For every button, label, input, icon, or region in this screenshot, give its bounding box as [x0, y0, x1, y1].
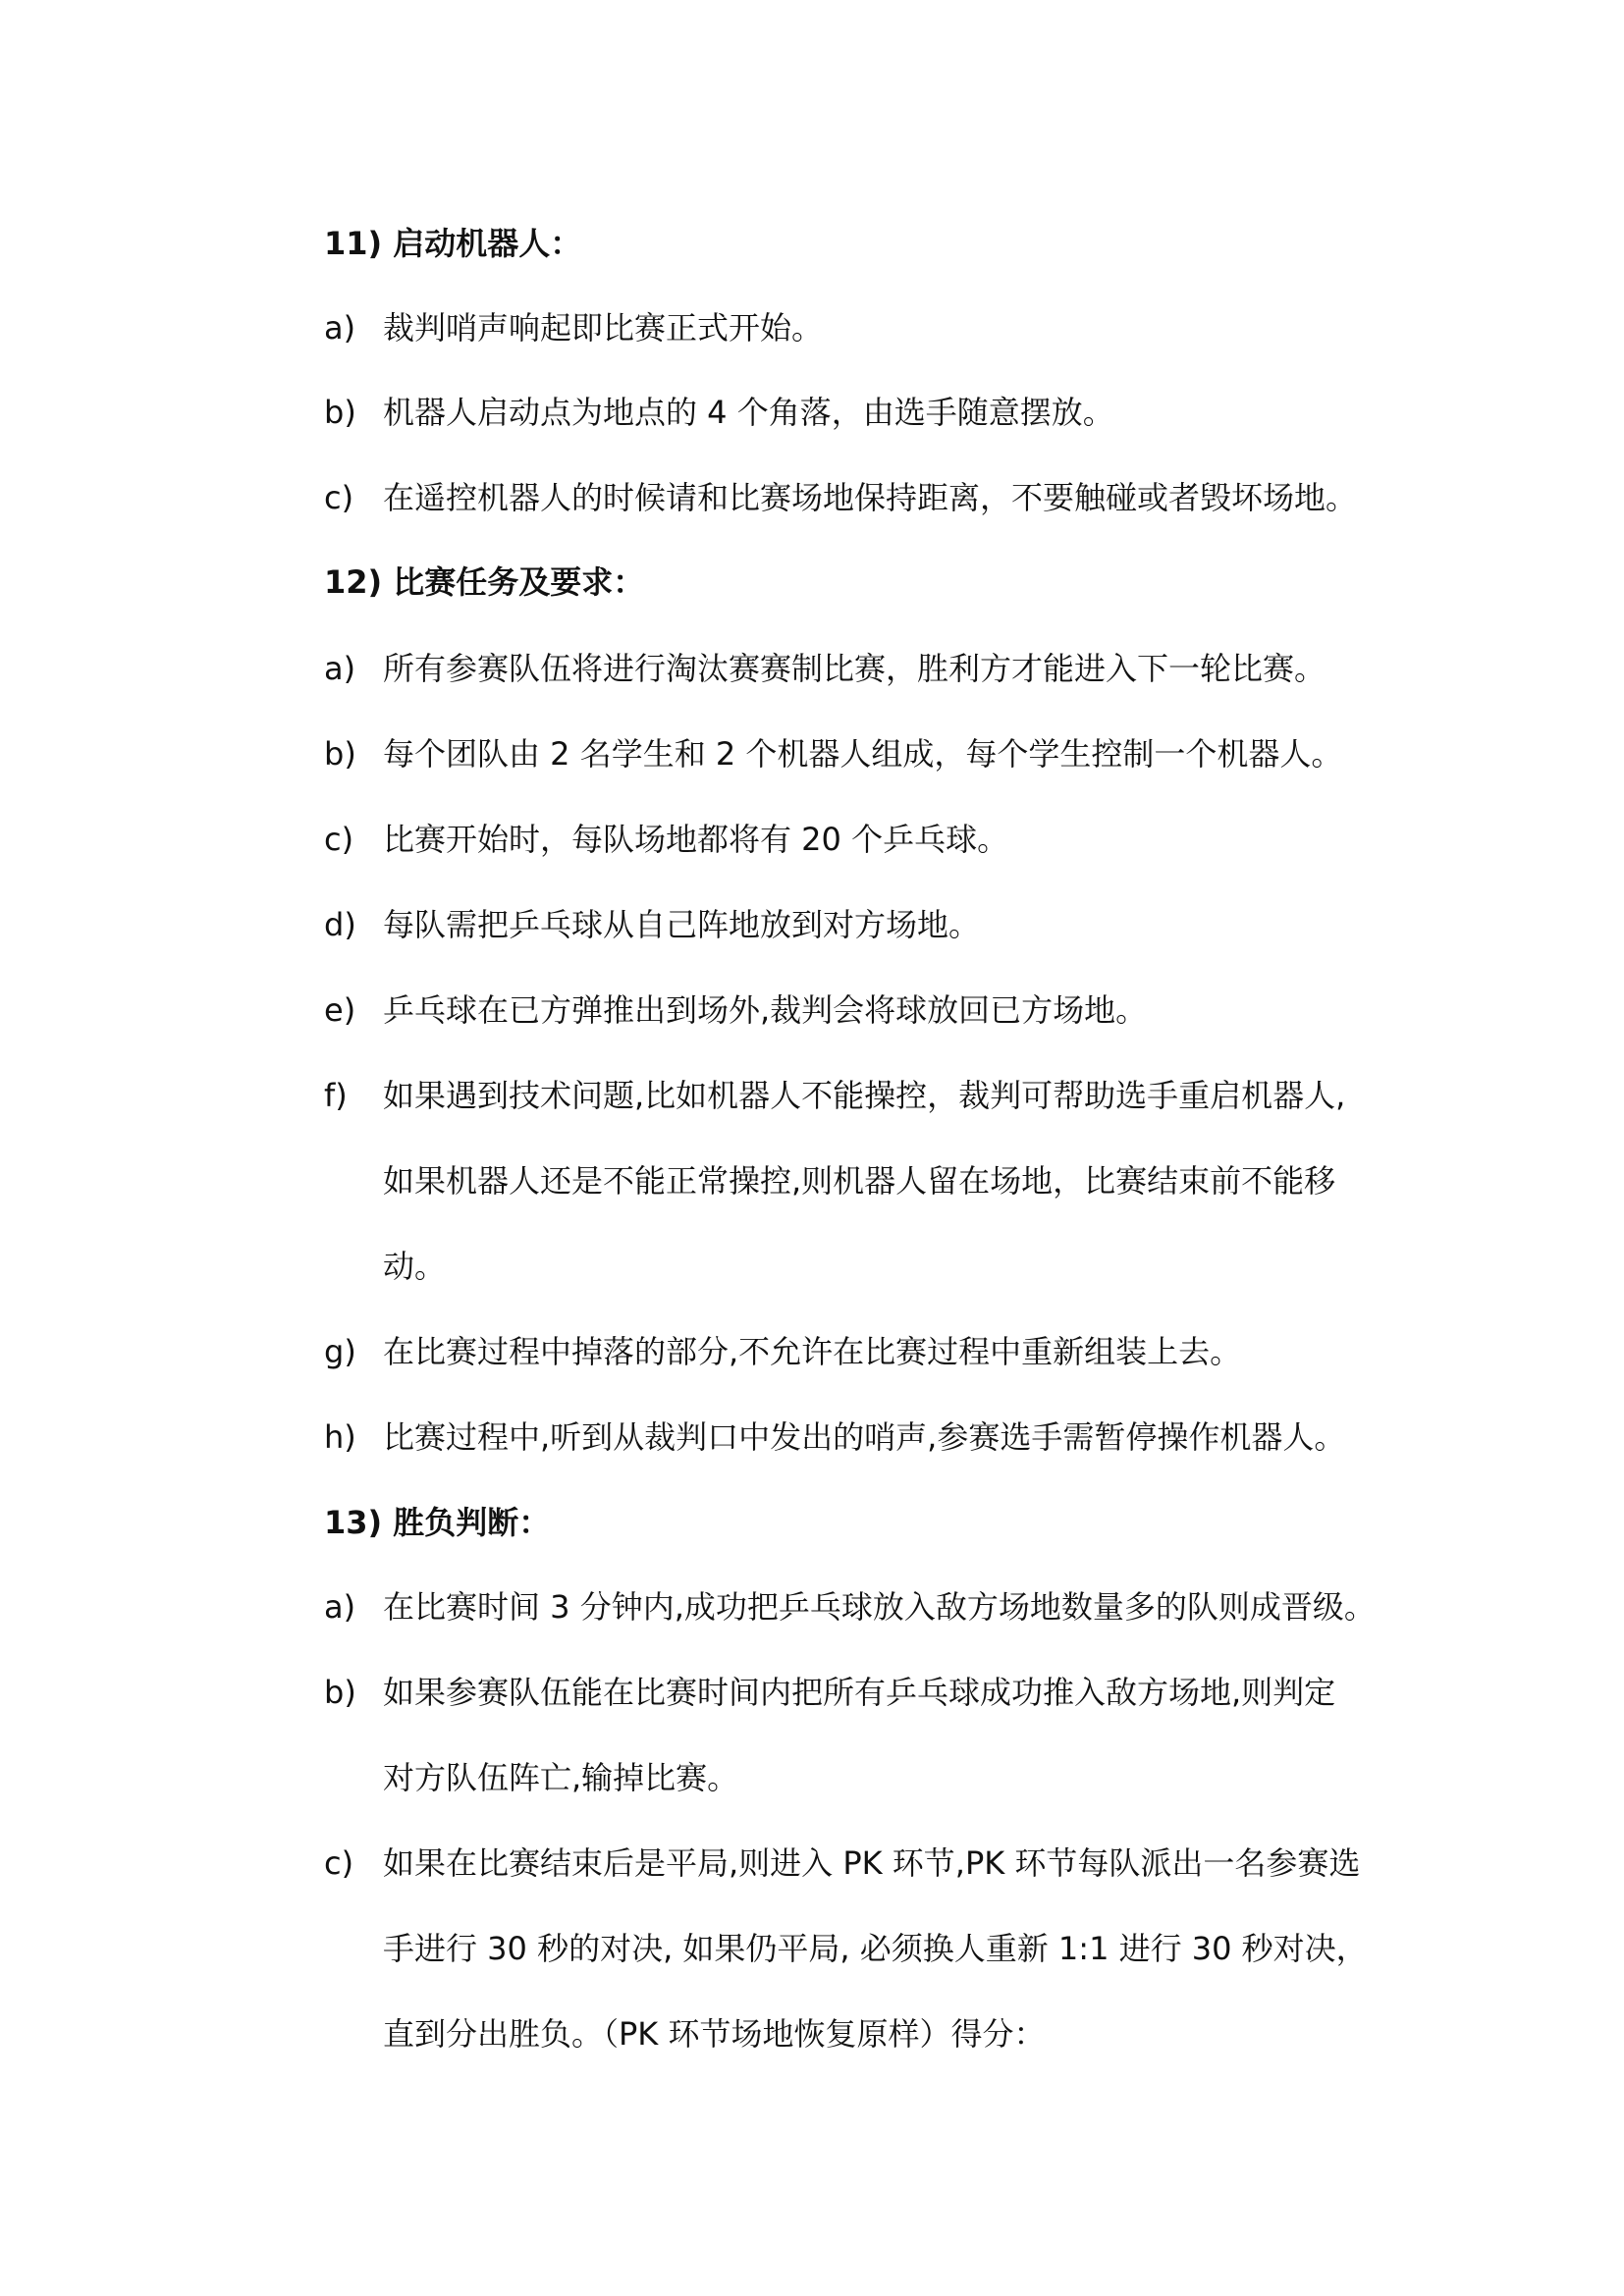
item-marker: b): [324, 735, 356, 773]
item-marker: h): [324, 1418, 356, 1456]
item-text: 比赛过程中,听到从裁判口中发出的哨声,参赛选手需暂停操作机器人。: [383, 1418, 1346, 1456]
section-heading-13: 13) 胜负判断：: [324, 1504, 551, 1541]
section-heading-12: 12) 比赛任务及要求：: [324, 563, 645, 601]
item-text: 在遥控机器人的时候请和比赛场地保持距离，不要触碰或者毁坏场地。: [383, 479, 1358, 516]
item-text: 比赛开始时，每队场地都将有 20 个乒乓球。: [383, 821, 1009, 858]
item-text: 如果参赛队伍能在比赛时间内把所有乒乓球成功推入敌方场地,则判定: [383, 1674, 1336, 1711]
section-heading-11: 11) 启动机器人：: [324, 225, 582, 262]
item-marker: a): [324, 1588, 356, 1626]
item-text: 乒乓球在已方弹推出到场外,裁判会将球放回已方场地。: [383, 991, 1148, 1029]
item-marker: c): [324, 1844, 354, 1882]
item-text-continued: 对方队伍阵亡,输掉比赛。: [383, 1759, 739, 1796]
item-text-continued: 直到分出胜负。（PK 环节场地恢复原样）得分：: [383, 2015, 1046, 2053]
item-marker: a): [324, 309, 356, 347]
item-text: 机器人启动点为地点的 4 个角落，由选手随意摆放。: [383, 394, 1114, 431]
item-text-continued: 动。: [383, 1248, 447, 1285]
item-marker: f): [324, 1077, 348, 1114]
item-marker: e): [324, 991, 356, 1029]
item-text: 如果在比赛结束后是平局,则进入 PK 环节,PK 环节每队派出一名参赛选: [383, 1844, 1361, 1882]
item-marker: c): [324, 479, 354, 516]
item-text: 裁判哨声响起即比赛正式开始。: [383, 309, 824, 347]
item-text: 每个团队由 2 名学生和 2 个机器人组成，每个学生控制一个机器人。: [383, 735, 1343, 773]
item-marker: d): [324, 906, 356, 943]
item-text-continued: 如果机器人还是不能正常操控,则机器人留在场地，比赛结束前不能移: [383, 1162, 1336, 1200]
item-marker: c): [324, 821, 354, 858]
item-marker: b): [324, 394, 356, 431]
item-text: 所有参赛队伍将进行淘汰赛赛制比赛，胜利方才能进入下一轮比赛。: [383, 650, 1326, 687]
item-marker: b): [324, 1674, 356, 1711]
item-text: 如果遇到技术问题,比如机器人不能操控，裁判可帮助选手重启机器人,: [383, 1077, 1346, 1114]
item-text-continued: 手进行 30 秒的对决, 如果仍平局, 必须换人重新 1:1 进行 30 秒对决，: [383, 1930, 1368, 1967]
item-text: 每队需把乒乓球从自己阵地放到对方场地。: [383, 906, 981, 943]
item-marker: a): [324, 650, 356, 687]
item-text: 在比赛时间 3 分钟内,成功把乒乓球放入敌方场地数量多的队则成晋级。: [383, 1588, 1376, 1626]
item-text: 在比赛过程中掉落的部分,不允许在比赛过程中重新组装上去。: [383, 1333, 1242, 1370]
item-marker: g): [324, 1333, 356, 1370]
